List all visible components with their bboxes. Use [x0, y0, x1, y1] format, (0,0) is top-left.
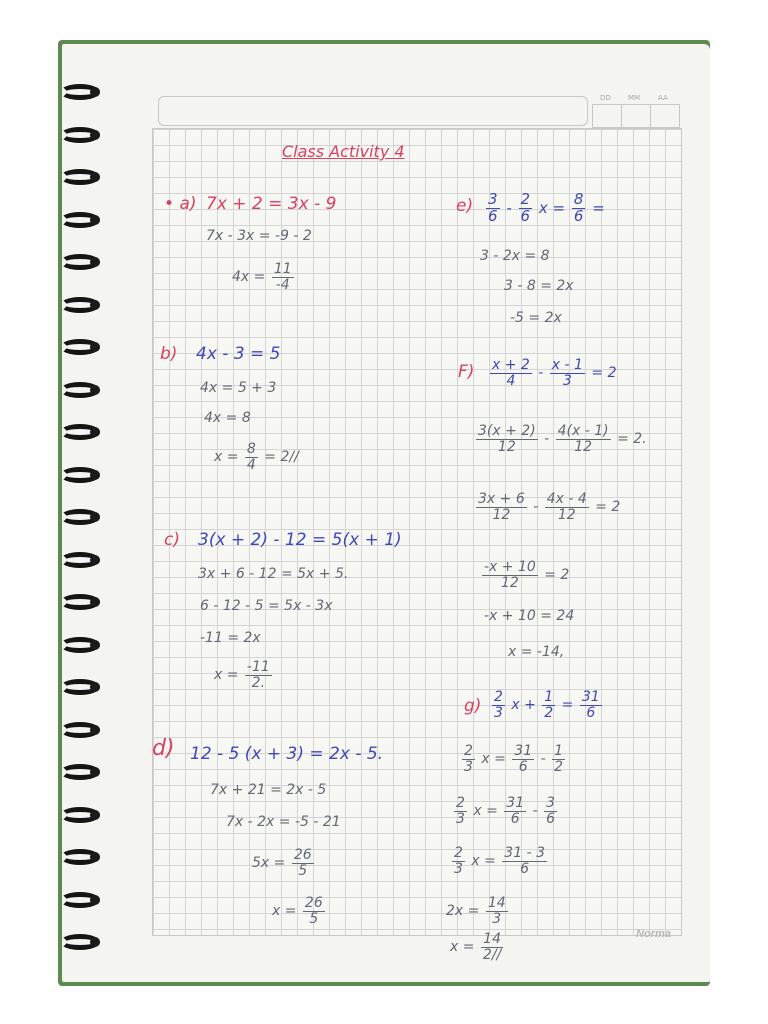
date-day-label: DD: [600, 94, 611, 102]
problem-f-step-5: x = -14,: [508, 644, 565, 660]
binding-hole: [90, 682, 100, 692]
problem-e-label: e): [456, 196, 474, 216]
problem-b-step-1: 4x = 5 + 3: [200, 380, 277, 396]
date-year-box: [650, 104, 680, 128]
problem-c-equation: 3(x + 2) - 12 = 5(x + 1): [198, 530, 402, 550]
problem-a-label: a): [179, 194, 197, 214]
problem-g-step-2: $\frac{2}{3}$ x = $\frac{31}{6}$ - $\frac{3}{6}$: [456, 795, 556, 827]
problem-f-step-1: $\frac{3(x + 2)}{12}$ - $\frac{4(x - 1)}{12}$ = 2.: [478, 423, 647, 455]
binding-hole: [90, 427, 100, 437]
problem-e-step-2: 3 - 8 = 2x: [504, 278, 574, 294]
problem-e-step-3: -5 = 2x: [510, 310, 562, 326]
problem-g-step-5: x = $\frac{14}{2//}$: [450, 931, 502, 963]
problem-f-step-3: $\frac{-x + 10}{12}$ = 2: [484, 559, 570, 591]
binding-hole: [90, 555, 100, 565]
problem-g-step-1: $\frac{2}{3}$ x = $\frac{31}{6}$ - $\frac{1}{2}$: [464, 743, 564, 775]
page-title: Class Activity 4: [282, 142, 405, 161]
problem-c-step-3: -11 = 2x: [200, 630, 261, 646]
problem-c-step-1: 3x + 6 - 12 = 5x + 5.: [198, 566, 349, 582]
binding-hole: [90, 512, 100, 522]
problem-a-equation: 7x + 2 = 3x - 9: [206, 194, 337, 214]
problem-g-equation: $\frac{2}{3}$ x + $\frac{1}{2}$ = $\frac{31}{6}$: [494, 689, 600, 721]
problem-g-label: g): [464, 696, 482, 716]
problem-e-step-1: 3 - 2x = 8: [480, 248, 550, 264]
date-month-box: [621, 104, 651, 128]
problem-e-equation: $\frac{3}{6}$ - $\frac{2}{6}$ x = $\frac{8}{6}$ =: [488, 190, 605, 225]
brand-logo: Norma: [636, 928, 671, 940]
binding-hole: [90, 300, 100, 310]
binding-hole: [90, 597, 100, 607]
problem-f-label: F): [458, 362, 475, 382]
binding-hole: [90, 470, 100, 480]
problem-d-label: d): [152, 736, 175, 761]
binding-hole: [90, 937, 100, 947]
problem-c-step-4: x = $\frac{-11}{2.}$: [214, 659, 270, 691]
problem-a-step-2: 4x = $\frac{11}{-4}$: [232, 261, 292, 293]
header-line-box: [158, 96, 588, 126]
date-month-label: MM: [628, 94, 641, 102]
binding-hole: [90, 725, 100, 735]
problem-d-equation: 12 - 5 (x + 3) = 2x - 5.: [190, 744, 384, 764]
binding-hole: [90, 172, 100, 182]
problem-d-step-2: 7x - 2x = -5 - 21: [226, 814, 341, 830]
date-day-box: [592, 104, 622, 128]
binding-hole: [90, 767, 100, 777]
problem-f-step-2: $\frac{3x + 6}{12}$ - $\frac{4x - 4}{12}$ = 2: [478, 491, 621, 523]
problem-d-step-1: 7x + 21 = 2x - 5: [210, 782, 327, 798]
binding-hole: [90, 342, 100, 352]
problem-f-equation: $\frac{x + 2}{4}$ - $\frac{x - 1}{3}$ = 2: [492, 357, 617, 389]
binding-hole: [90, 640, 100, 650]
problem-d-step-4: x = $\frac{26}{5}$: [272, 895, 323, 927]
date-year-label: AA: [658, 94, 668, 102]
binding-hole: [90, 852, 100, 862]
problem-c-label: c): [164, 530, 180, 550]
problem-a-step-1: 7x - 3x = -9 - 2: [206, 228, 312, 244]
problem-d-step-3: 5x = $\frac{26}{5}$: [252, 847, 312, 879]
problem-c-step-2: 6 - 12 - 5 = 5x - 3x: [200, 598, 333, 614]
binding-hole: [90, 130, 100, 140]
problem-g-step-4: 2x = $\frac{14}{3}$: [446, 895, 506, 927]
binding-hole: [90, 215, 100, 225]
problem-b-step-3: x = $\frac{8}{4}$ = 2//: [214, 441, 299, 473]
binding-hole: [90, 87, 100, 97]
problem-b-equation: 4x - 3 = 5: [196, 344, 281, 364]
binding-hole: [90, 895, 100, 905]
binding-hole: [90, 385, 100, 395]
problem-b-step-2: 4x = 8: [204, 410, 251, 426]
problem-g-step-3: $\frac{2}{3}$ x = $\frac{31 - 3}{6}$: [454, 845, 545, 877]
binding-hole: [90, 810, 100, 820]
binding-hole: [90, 257, 100, 267]
problem-f-step-4: -x + 10 = 24: [484, 608, 575, 624]
problem-b-label: b): [160, 344, 178, 364]
